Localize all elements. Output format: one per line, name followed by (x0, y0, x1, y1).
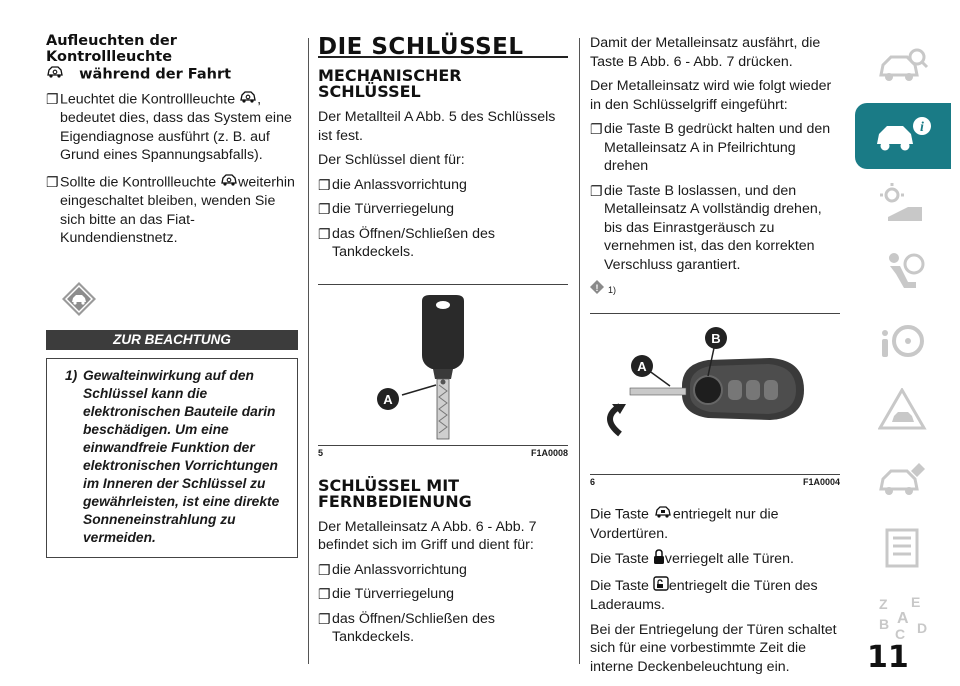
warning-text: Gewalteinwirkung auf den Schlüssel kann die elektronischen Bauteile darin beschädigen. Um eine einwandfreie Funktion der elektronischen Vorrichtungen im Inneren der Schlüssel zu gewährleisten, ist eine direkte Sonneneinstrahlung zu vermeiden. (83, 367, 280, 545)
list-item (318, 225, 568, 262)
column-divider (579, 38, 580, 664)
paragraph-text: entriegelt die Türen des Laderaums. (590, 577, 818, 613)
lock-icon (653, 549, 665, 570)
checkbox-bullet-icon: ❐ (590, 121, 603, 137)
column-divider (308, 38, 309, 664)
tab-chapter-1[interactable] (855, 34, 951, 100)
svg-text:B: B (879, 615, 890, 632)
unlock-front-doors-icon (653, 505, 673, 525)
list-item (318, 200, 568, 219)
steering-wheel-icon (878, 319, 928, 368)
paragraph-text: entriegelt nur die Vordertüren. (590, 506, 779, 542)
column-middle (318, 34, 568, 647)
checkbox-bullet-icon: ❐ (318, 176, 331, 193)
label-a: A (637, 359, 647, 374)
paragraph-text: verriegelt alle Türen. (664, 551, 794, 567)
figure-caption (590, 475, 840, 487)
bullet-text: bedeutet dies, dass das System eine Eigendiagnose ausführt (z. B. auf Grund eines Spannungsabfalls). (60, 110, 292, 163)
warning-triangle-car-icon (60, 280, 98, 318)
tab-chapter-6[interactable] (855, 379, 951, 445)
checkbox-bullet-icon: ❐ (318, 586, 331, 602)
car-info-icon (873, 114, 933, 159)
paragraph: Der Metalleinsatz A Abb. 6 - Abb. 7 befindet sich im Griff und dient für: (318, 518, 537, 553)
remote-key-illustration (590, 314, 840, 472)
checkbox-bullet-icon: ❐ (46, 173, 59, 190)
figure-caption (318, 446, 568, 458)
section-heading-remote-key (318, 475, 568, 511)
bullet-text: das Öffnen/Schließen des Tankdeckels. (332, 225, 495, 260)
list-item (46, 90, 298, 165)
checkbox-bullet-icon: ❐ (318, 561, 331, 578)
label-b: B (711, 331, 721, 346)
warning-number: 1) (65, 367, 78, 383)
warning-box (46, 358, 298, 558)
section-heading-mechanical-key (318, 68, 568, 100)
car-magnifier-icon (877, 45, 929, 90)
mechanical-key-illustration (318, 285, 568, 443)
label-a: A (383, 391, 393, 407)
paragraph: Der Schlüssel dient für: (318, 152, 465, 168)
checkbox-bullet-icon: ❐ (46, 90, 59, 107)
paragraph: Bei der Entriegelung der Türen schaltet sich für eine vorbestimmte Zeit die interne Deckenbeleuchtung ein. (590, 621, 837, 675)
paragraph (590, 505, 840, 543)
heading-line: FERNBEDIENUNG (318, 491, 472, 511)
bullet-text: das Öffnen/Schließen des Tankdeckels. (332, 610, 495, 645)
bullet-text: Sollte die Kontrollleuchte (60, 174, 217, 190)
tab-chapter-3[interactable] (855, 172, 951, 238)
airbag-seat-icon (878, 250, 928, 299)
tab-chapter-8[interactable] (855, 517, 951, 583)
checkbox-bullet-icon: ❐ (318, 225, 331, 242)
column-left (46, 34, 298, 558)
section-heading-warning-light (46, 34, 298, 84)
checkbox-bullet-icon: ❐ (318, 201, 331, 217)
tab-chapter-4[interactable] (855, 241, 951, 307)
svg-text:A: A (897, 609, 909, 627)
svg-text:!: ! (595, 283, 599, 293)
svg-text:Z: Z (879, 595, 888, 612)
bullet-text: Leuchtet die Kontrollleuchte (60, 91, 236, 107)
svg-text:C: C (895, 625, 906, 641)
figure-number: 6 (590, 477, 596, 487)
figure-code: F1A0008 (530, 447, 568, 458)
heading-line: MECHANISCHER (318, 66, 462, 85)
page-title: DIE SCHLÜSSEL (318, 34, 524, 60)
immobilizer-car-icon (220, 173, 238, 193)
bullet-text: weiterhin eingeschaltet bleiben, wenden Sie sich bitte an das Fiat-Kundendienstnetz. (60, 174, 295, 246)
column-right (590, 34, 840, 676)
list-item (590, 120, 840, 176)
bullet-text: die Türverriegelung (332, 201, 454, 217)
tab-chapter-7[interactable] (855, 448, 951, 514)
paragraph (590, 549, 840, 570)
unlock-cargo-doors-icon (653, 576, 669, 597)
reference-note (590, 280, 840, 299)
list-item (318, 561, 568, 580)
paragraph-text: Die Taste (590, 506, 649, 523)
list-item (318, 585, 568, 604)
bullet-text: die Anlassvorrichtung (332, 176, 467, 193)
svg-text:E: E (911, 593, 921, 610)
paragraph-text: Die Taste (590, 551, 649, 567)
paragraph (590, 576, 840, 615)
chapter-sidebar (855, 34, 951, 655)
reference-number: 1) (608, 284, 617, 295)
checkbox-bullet-icon: ❐ (590, 182, 603, 199)
alphabet-index-icon (875, 593, 931, 646)
specifications-list-icon (881, 526, 925, 575)
heading-line: SCHLÜSSEL (318, 82, 421, 101)
list-item (590, 182, 840, 275)
bullet-text: die Türverriegelung (332, 586, 454, 602)
paragraph: Der Metallteil A Abb. 5 des Schlüssels ist fest. (318, 109, 556, 144)
list-item (46, 173, 298, 248)
svg-text:i: i (920, 119, 924, 135)
tab-chapter-5[interactable] (855, 310, 951, 376)
figure-code: F1A0004 (802, 477, 840, 487)
heading-line: Kontrollleuchte (46, 48, 173, 65)
page-number: 11 (867, 640, 909, 675)
bullet-text: , (257, 91, 262, 107)
immobilizer-car-icon (239, 90, 257, 110)
bullet-text: die Anlassvorrichtung (332, 561, 467, 578)
figure-5 (318, 284, 568, 446)
list-item (318, 610, 568, 647)
dashboard-lights-icon (878, 181, 928, 230)
heading-line: SCHLÜSSEL MIT (318, 475, 460, 495)
paragraph-text: Die Taste (590, 577, 649, 594)
bullet-text: die Taste B gedrückt halten und den Metalleinsatz A in Pfeilrichtung drehen (604, 121, 831, 174)
figure-6 (590, 313, 840, 475)
checkbox-bullet-icon: ❐ (318, 610, 331, 627)
svg-text:D: D (917, 619, 928, 636)
warning-triangle-car-icon (878, 388, 928, 437)
paragraph: Damit der Metalleinsatz ausfährt, die Taste B Abb. 6 - Abb. 7 drücken. (590, 35, 821, 70)
paragraph: Der Metalleinsatz wird wie folgt wieder in den Schlüsselgriff eingeführt: (590, 78, 832, 113)
heading-line: während der Fahrt (79, 66, 232, 83)
heading-line: Aufleuchten der (46, 33, 177, 49)
immobilizer-car-icon (46, 65, 64, 84)
figure-number: 5 (318, 447, 324, 458)
tab-chapter-2[interactable] (855, 103, 951, 169)
bullet-text: die Taste B loslassen, und den Metalleinsatz A vollständig drehen, bis das Einrastgeräusch zu vernehmen ist, das den korrekten Verschluss garantiert. (604, 182, 822, 273)
warning-title: ZUR BEACHTUNG (46, 330, 298, 350)
warning-diamond-icon (590, 280, 604, 299)
car-service-icon (877, 459, 929, 504)
list-item (318, 176, 568, 195)
